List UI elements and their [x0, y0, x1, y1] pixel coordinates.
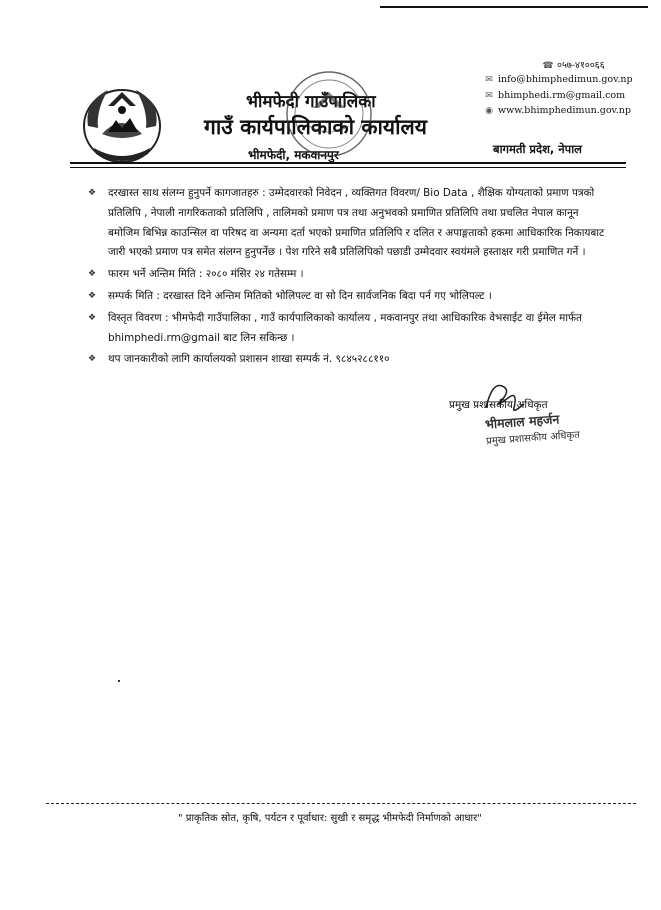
signatory-designation: प्रमुख प्रशासकीय अधिकृत: [449, 399, 548, 411]
list-item: [88, 265, 608, 285]
web-icon: ◉: [485, 106, 493, 116]
footer-rule: [46, 803, 636, 805]
list-item: [88, 309, 608, 349]
phone-number: ०५७-४१००६६: [557, 60, 605, 71]
item-text: दरखास्त साथ संलग्न हुनुपर्ने कागजातहरु : उम्मेदवारको निवेदन , व्यक्तिगत विवरण/ Bio Data , शैक्षिक योग्यताको प्रमाण पत्रको प्रतिलिपि , नेपाली नागरिकताको प्रतिलिपि , तालिमको प्रमाण पत्र तथा अनुभवको प्रमाणित प्रतिलिपि तथा प्रचलित नेपाल कानून बमोजिम बिभिन्न काउन्सिल वा परिषद वा अन्यमा दर्ता भएको प्रमाणित प्रतिलिपि र दलित र अपाङ्गताको हकमा आधिकारिक निकायबाट जारी भएको प्रमाण पत्र समेत संलग्न हुनुपर्नेछ । पेश गरिने सबै प्रतिलिपिको पछाडी उम्मेदवार स्वयंमले हस्ताक्षर गरी प्रमाणित गर्ने ।: [108, 187, 605, 259]
list-item: [88, 350, 608, 370]
diamond-bullet-icon: ❖: [88, 312, 97, 323]
list-item: [88, 287, 608, 307]
province-label: बागमती प्रदेश, नेपाल: [493, 142, 582, 156]
header-rule: [70, 162, 626, 164]
list-item: [88, 184, 608, 263]
diamond-bullet-icon: ❖: [88, 269, 97, 280]
header-rule-thin: [70, 167, 626, 168]
contact-phone: [541, 58, 605, 71]
email-icon: ✉: [485, 75, 493, 85]
nepal-government-emblem-icon: [78, 82, 166, 166]
email-gmail[interactable]: bhimphedi.rm@gmail.com: [498, 90, 626, 101]
office-address: भीमफेदी, मकवानपुर: [248, 148, 339, 162]
email-info[interactable]: info@bhimphedimun.gov.np: [498, 74, 633, 85]
phone-icon: ☎: [542, 61, 554, 71]
office-title: गाउँ कार्यपालिकाको कार्यालय: [204, 115, 427, 139]
diamond-bullet-icon: ❖: [88, 354, 97, 365]
footer-slogan: " प्राकृतिक स्रोत, कृषि, पर्यटन र पूर्वाधार: सुखी र समृद्ध भीमफेदी निर्माणको आधार": [178, 813, 482, 824]
office-name: भीमफेदी गाउँपालिका: [246, 92, 376, 112]
website[interactable]: www.bhimphedimun.gov.np: [498, 105, 631, 116]
contact-email-info: [482, 74, 633, 85]
contact-email-gmail: [482, 90, 625, 101]
stamp-name: भीमलाल महर्जन: [484, 411, 560, 432]
stamp-designation: प्रमुख प्रशासकीय अधिकृत: [485, 429, 581, 448]
contact-website: [482, 105, 631, 116]
stray-mark: [118, 680, 120, 682]
item-text: सम्पर्क मिति : दरखास्त दिने अन्तिम मितिको भोलिपल्ट वा सो दिन सार्वजनिक बिदा पर्न गए भोलिपल्ट ।: [108, 289, 492, 302]
notice-content: [88, 184, 608, 370]
diamond-bullet-icon: ❖: [88, 290, 97, 301]
item-text: फारम भर्ने अन्तिम मिति : २०८० मंसिर २४ गतेसम्म ।: [108, 268, 304, 281]
item-text: थप जानकारीको लागि कार्यालयको प्रशासन शाखा सम्पर्क नं. ९८४५२८८११०: [108, 353, 390, 366]
top-rule: [380, 6, 648, 8]
office-seal-stamp-icon: [283, 68, 375, 160]
item-text: विस्तृत विवरण : भीमफेदी गाउँपालिका , गाउँ कार्यपालिकाको कार्यालय , मकवानपुर तथा आधिकारिक वेभसाईट वा ईमेल मार्फत bhimphedi.rm@gmail बाट लिन सकिन्छ ।: [108, 311, 582, 344]
diamond-bullet-icon: ❖: [88, 188, 97, 198]
email-icon: ✉: [485, 91, 493, 101]
